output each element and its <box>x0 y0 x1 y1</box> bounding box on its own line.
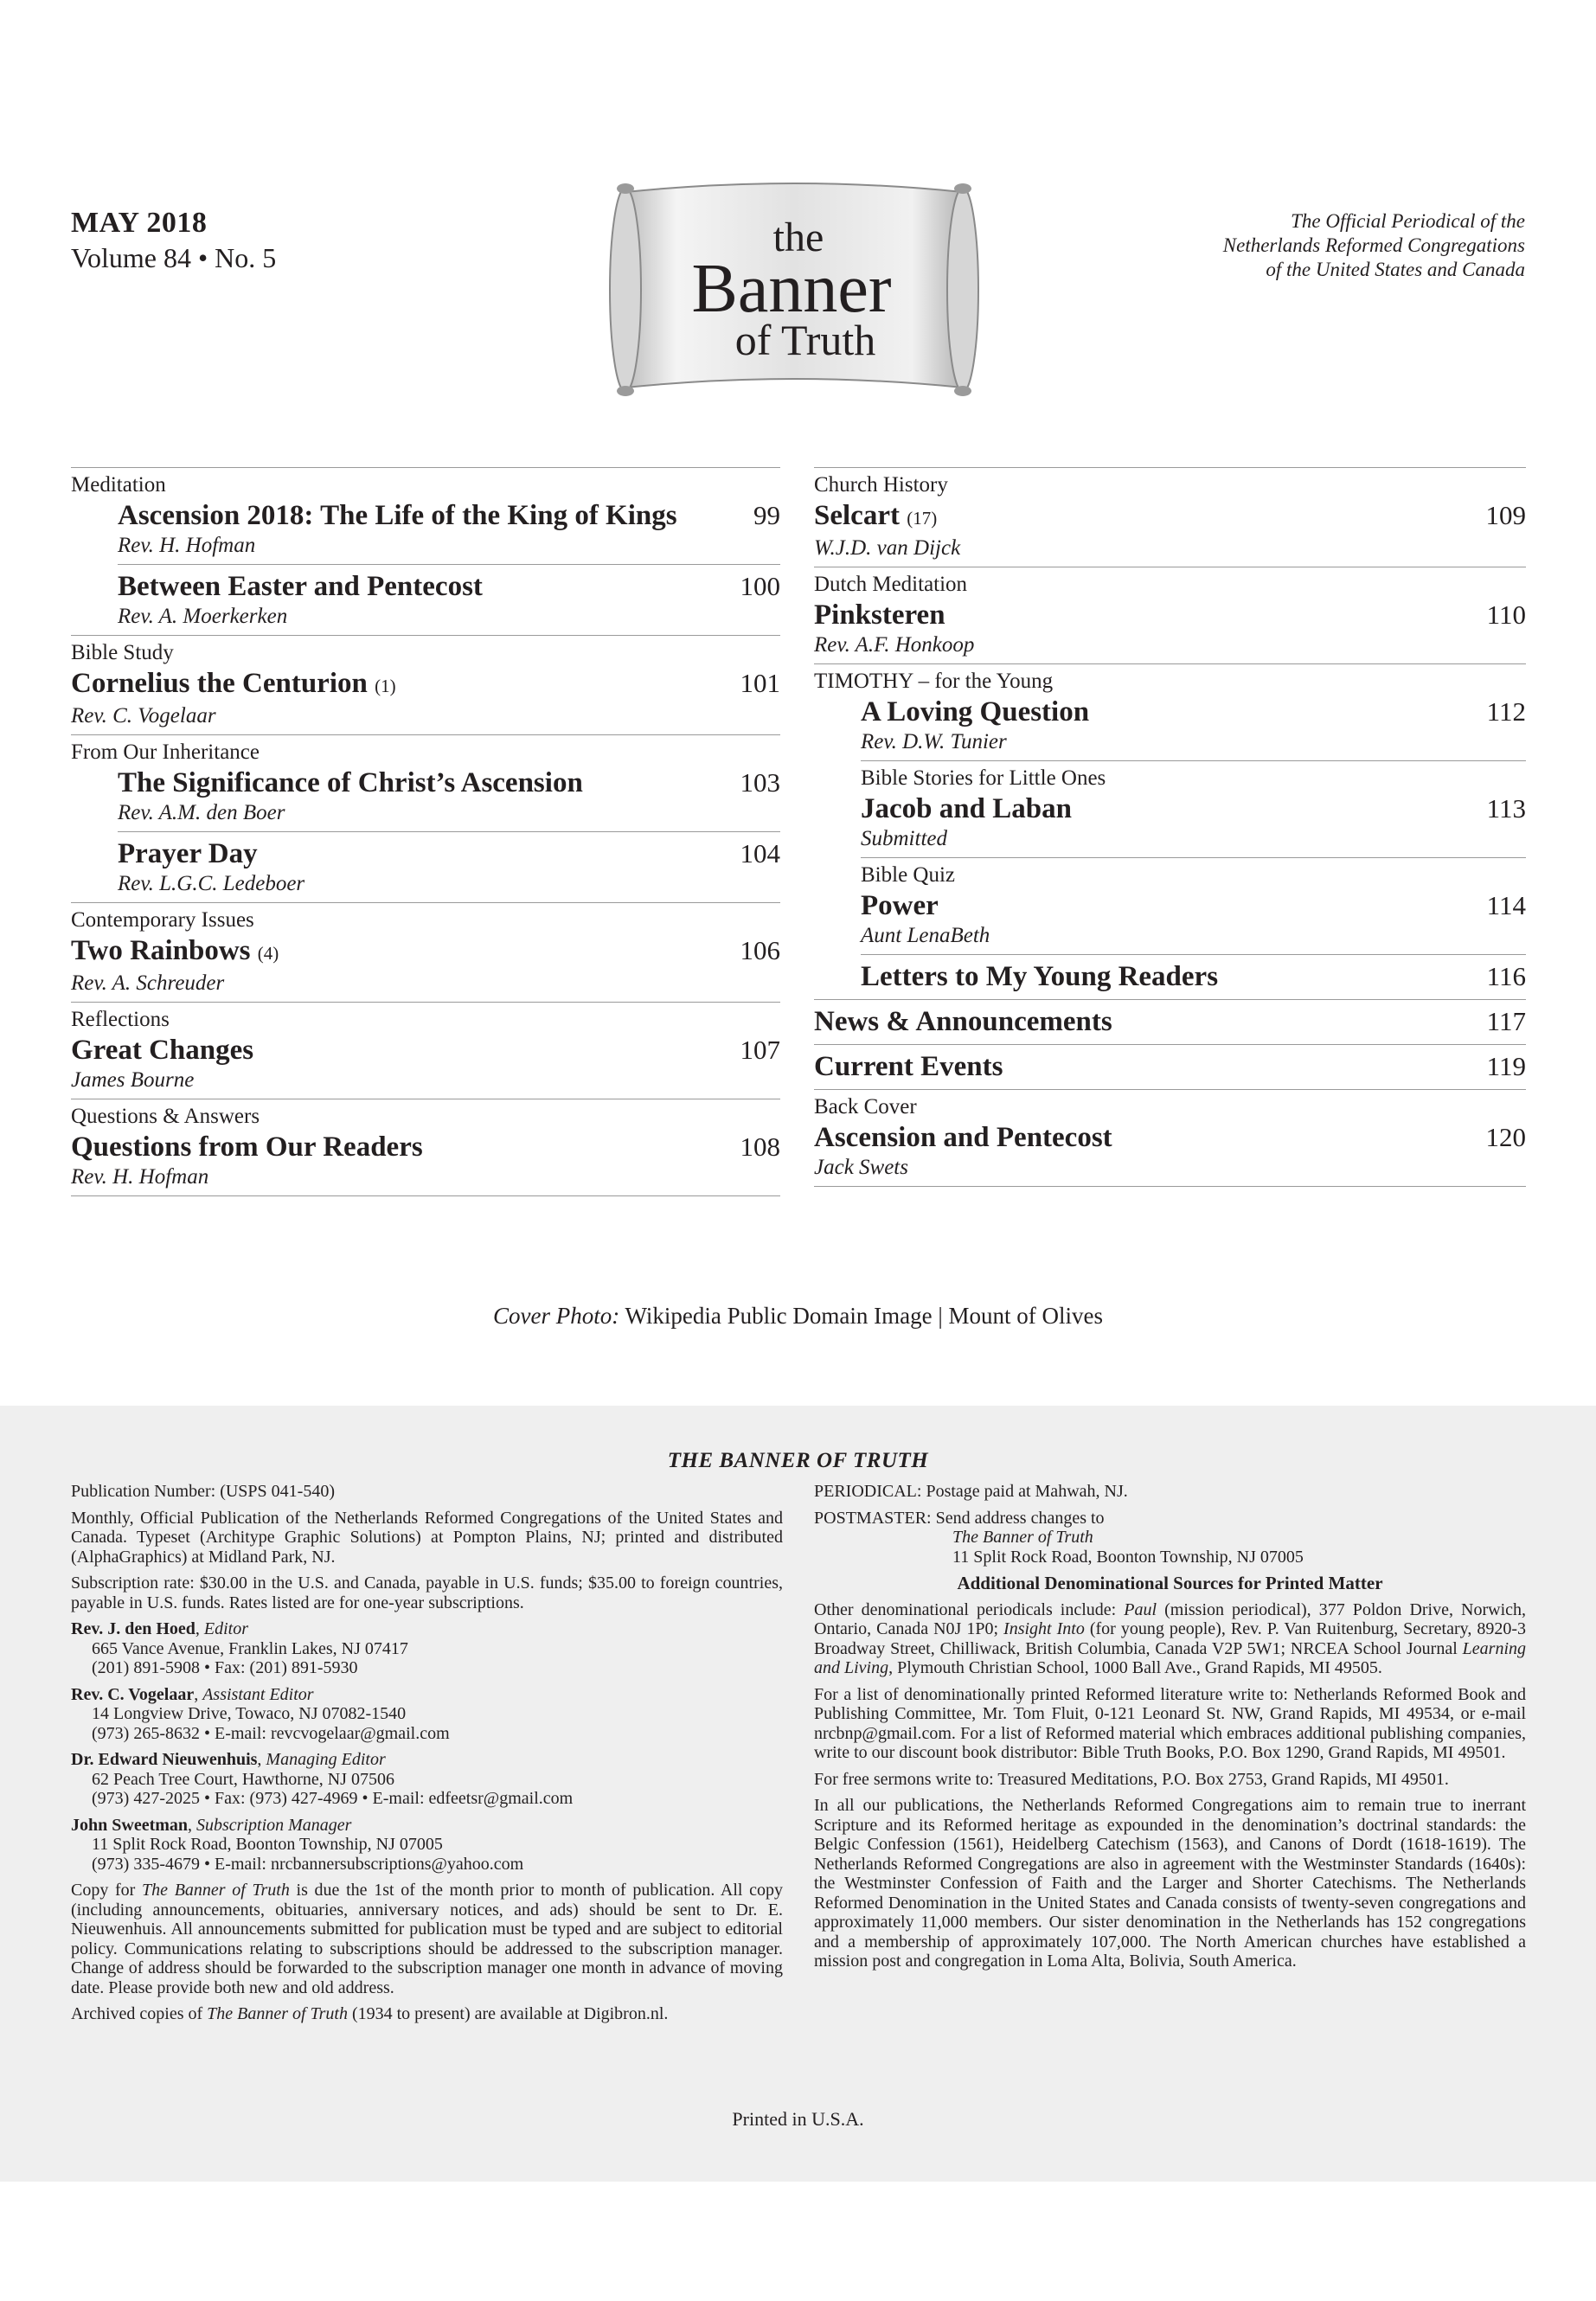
monthly-note: Monthly, Official Publication of the Netherlands Reformed Congregations of the United States and Canada. Typeset (Architype Graphic Solutions) at Pompton Plains, NJ; printed and distributed (AlphaGraphics) at Midland Park, NJ. <box>71 1508 783 1567</box>
periodical-postage: PERIODICAL: Postage paid at Mahwah, NJ. <box>814 1482 1128 1501</box>
toc-title: Jacob and Laban <box>861 793 1072 824</box>
contact-phone: (973) 427-2025 • Fax: (973) 427-4969 • E-mail: edfeetsr@gmail.com <box>92 1789 574 1808</box>
footer-right-column <box>814 1482 1526 1978</box>
contact-role: Assistant Editor <box>202 1684 314 1704</box>
contact-name: Rev. J. den Hoed <box>71 1619 195 1638</box>
toc-author: Rev. A. Schreuder <box>71 971 225 995</box>
toc-author: Rev. A.M. den Boer <box>118 801 285 824</box>
toc-entry[interactable] <box>71 1002 780 1099</box>
toc-author: Aunt LenaBeth <box>861 924 990 947</box>
sources-heading: Additional Denominational Sources for Printed Matter <box>957 1573 1383 1593</box>
toc-author: W.J.D. van Dijck <box>814 536 961 560</box>
toc-title: Current Events <box>814 1051 1003 1082</box>
toc-entry[interactable] <box>814 467 1526 567</box>
contact-address: 14 Longview Drive, Towaco, NJ 07082-1540 <box>92 1704 407 1723</box>
contact-name: Dr. Edward Nieuwenhuis <box>71 1750 258 1769</box>
toc-author: James Bourne <box>71 1068 195 1092</box>
cover-photo-credit <box>0 1303 1596 1330</box>
postmaster-name: The Banner of Truth <box>952 1528 1093 1547</box>
toc-section: Questions & Answers <box>71 1105 260 1128</box>
tagline-line: of the United States and Canada <box>1266 259 1525 280</box>
toc-entry[interactable] <box>118 564 780 635</box>
subscription-rate: Subscription rate: $30.00 in the U.S. and Canada, payable in U.S. funds; $35.00 to foreign countries, payable in U.S. funds. Rates listed are for one-year subscriptions. <box>71 1574 783 1612</box>
toc-left-column <box>71 467 780 1196</box>
toc-section: Church History <box>814 473 948 497</box>
contact-editor: Rev. J. den Hoed, Editor 665 Vance Avenue, Franklin Lakes, NJ 07417 (201) 891-5908 • Fax: (201) 891-5930 <box>71 1619 783 1678</box>
toc-author: Submitted <box>861 827 947 850</box>
toc-page: 109 <box>1485 500 1526 530</box>
toc-title: News & Announcements <box>814 1006 1112 1037</box>
archive-note: Archived copies of The Banner of Truth (1934 to present) are available at Digibron.nl. <box>71 2004 669 2023</box>
contact-name: Rev. C. Vogelaar <box>71 1684 195 1704</box>
toc-title: Questions from Our Readers <box>71 1131 423 1163</box>
toc-title: Ascension 2018: The Life of the King of Kings <box>118 500 677 531</box>
toc-page: 112 <box>1486 696 1526 727</box>
toc-page: 110 <box>1486 599 1526 630</box>
toc-author: Jack Swets <box>814 1156 908 1179</box>
publications-statement: In all our publications, the Netherlands Reformed Congregations aim to remain true to inerrant Scripture and its Reformed heritage as expounded in the denomination’s doctrinal standards: the Belgic Confession (1561), Heidelberg Catechism (1563), and Canons of Dordt (1618-1619). The Netherlands Reformed Congregations are also in agreement with the Westminster Standards (1640s): the Westminster Confession of Faith and the Larger and Shorter Catechisms. The Netherlands Reformed Denomination in the United States and Canada consists of twenty-seven congregations and approximately 11,000 members. Our sister denomination in the Netherlands has 152 congregations and a membership of approximately 107,000. The North American churches have established a mission post and congregation in Loma Alta, Bolivia, South America. <box>814 1796 1526 1971</box>
toc-page: 101 <box>740 668 780 698</box>
toc-section: Reflections <box>71 1008 170 1031</box>
toc-entry[interactable] <box>814 663 1526 760</box>
toc-entry[interactable] <box>71 635 780 734</box>
sermons-note: For free sermons write to: Treasured Meditations, P.O. Box 2753, Grand Rapids, MI 49501. <box>814 1769 1449 1789</box>
toc-entry[interactable] <box>814 1044 1526 1089</box>
toc-entry[interactable] <box>861 954 1526 999</box>
contact-address: 62 Peach Tree Court, Hawthorne, NJ 07506 <box>92 1769 394 1789</box>
cover-credit-label: Cover Photo: <box>493 1303 620 1329</box>
contact-name: John Sweetman <box>71 1815 189 1835</box>
issue-volume: Volume 84 • No. 5 <box>71 242 277 273</box>
toc-section: Bible Study <box>71 641 174 664</box>
footer-title: THE BANNER OF TRUTH <box>667 1449 929 1472</box>
toc-page: 107 <box>740 1035 780 1065</box>
contact-phone: (201) 891-5908 • Fax: (201) 891-5930 <box>92 1658 358 1677</box>
other-periodicals: Other denominational periodicals include: Paul (mission periodical), 377 Poldon Drive, Norwich, Ontario, Canada N0J 1P0; Insight Into (for young people), Rev. P. Van Ruitenburg, Secretary, 8920-3 Broadway Street, Chilliwack, British Columbia, Canada V2P 5W1; NRCEA School Journal Learning and Living, Plymouth Christian School, 1000 Ball Ave., Grand Rapids, MI 49505. <box>814 1599 1527 1677</box>
tagline-line: The Official Periodical of the <box>1291 210 1525 232</box>
contact-phone: (973) 265-8632 • E-mail: revcvogelaar@gmail.com <box>92 1723 450 1743</box>
toc-page: 120 <box>1485 1122 1526 1152</box>
toc-section: From Our Inheritance <box>71 740 260 764</box>
toc-title: Selcart <box>814 500 900 531</box>
contact-managing-editor: Dr. Edward Nieuwenhuis, Managing Editor 62 Peach Tree Court, Hawthorne, NJ 07506 (973) 427-2025 • Fax: (973) 427-4969 • E-mail: edfeetsr@gmail.com <box>71 1750 783 1809</box>
toc-page: 116 <box>1486 961 1526 991</box>
toc-title: Two Rainbows <box>71 935 251 966</box>
contact-role: Editor <box>203 1619 249 1638</box>
footer-left-column <box>71 1482 783 2031</box>
toc-author: Rev. L.G.C. Ledeboer <box>118 872 305 895</box>
banner-of-truth-logo <box>599 173 989 407</box>
issue-info <box>71 206 276 275</box>
publication-info-panel <box>0 1406 1596 2182</box>
toc-entry[interactable] <box>861 760 1526 857</box>
toc-entry[interactable] <box>814 567 1526 663</box>
contact-role: Subscription Manager <box>196 1815 352 1835</box>
toc-section: Dutch Meditation <box>814 573 968 596</box>
toc-part: (4) <box>257 943 279 964</box>
toc-section: Bible Stories for Little Ones <box>861 766 1106 790</box>
tagline-line: Netherlands Reformed Congregations <box>1222 234 1525 256</box>
toc-entry[interactable] <box>71 902 780 1002</box>
toc-author: Rev. A.F. Honkoop <box>814 633 975 657</box>
toc-author: Rev. A. Moerkerken <box>118 605 288 628</box>
toc-entry[interactable] <box>118 831 780 902</box>
toc-author: Rev. C. Vogelaar <box>71 704 216 727</box>
toc-part: (1) <box>375 676 396 696</box>
toc-author: Rev. D.W. Tunier <box>861 730 1007 753</box>
toc-section: Contemporary Issues <box>71 908 254 932</box>
copy-policy: Copy for The Banner of Truth is due the 1st of the month prior to month of publication. All copy (including announcements, obituaries, anniversary notices, and ads) should be sent to Dr. E. Nieuwenhuis. All announcements submitted for publication must be typed and are subject to editorial policy. Communications relating to subscriptions should be addressed to the subscription manager. Change of address should be forwarded to the subscription manager one month in advance of moving date. Please provide both new and old address. <box>71 1881 783 1997</box>
toc-title: Ascension and Pentecost <box>814 1122 1112 1153</box>
toc-entry[interactable] <box>814 999 1526 1044</box>
toc-title: Prayer Day <box>118 838 258 869</box>
toc-section: TIMOTHY – for the Young <box>814 670 1054 693</box>
issue-month: MAY 2018 <box>71 207 208 239</box>
toc-page: 100 <box>740 571 780 601</box>
toc-page: 99 <box>753 500 780 530</box>
toc-title: Pinksteren <box>814 599 945 631</box>
toc-page: 114 <box>1486 890 1526 920</box>
contact-role: Managing Editor <box>266 1750 386 1769</box>
toc-title: Letters to My Young Readers <box>861 961 1219 992</box>
toc-part: (17) <box>907 508 938 529</box>
toc-title: The Significance of Christ’s Ascension <box>118 767 583 798</box>
literature-note: For a list of denominationally printed Reformed literature write to: Netherlands Reformed Book and Publishing Committee, Mr. Tom Fluit, 0-121 Leonard St. NW, Grand Rapids, MI 49534, or e-mail nrcbnp@gmail.com. For a list of Reformed material which embraces additional publishing companies, write to our discount book distributor: Bible Truth Books, P.O. Box 1290, Grand Rapids, MI 49501. <box>814 1684 1526 1762</box>
postmaster-address: 11 Split Rock Road, Boonton Township, NJ 07005 <box>952 1547 1304 1567</box>
toc-section: Meditation <box>71 473 166 497</box>
toc-title: Power <box>861 890 939 921</box>
toc-entry[interactable] <box>814 1089 1526 1187</box>
contact-assistant-editor: Rev. C. Vogelaar, Assistant Editor 14 Longview Drive, Towaco, NJ 07082-1540 (973) 265-8632 • E-mail: revcvogelaar@gmail.com <box>71 1685 783 1744</box>
toc-page: 117 <box>1486 1006 1526 1036</box>
toc-page: 108 <box>740 1131 780 1162</box>
toc-right-column <box>814 467 1526 1187</box>
toc-page: 104 <box>740 838 780 868</box>
toc-author: Rev. H. Hofman <box>71 1165 209 1189</box>
toc-entry[interactable] <box>861 857 1526 954</box>
contact-address: 665 Vance Avenue, Franklin Lakes, NJ 07417 <box>92 1638 408 1658</box>
toc-title: A Loving Question <box>861 696 1090 727</box>
toc-page: 103 <box>740 767 780 798</box>
logo-of-truth: of Truth <box>734 316 876 364</box>
toc-title: Great Changes <box>71 1035 254 1066</box>
cover-credit-text: Wikipedia Public Domain Image | Mount of Olives <box>625 1303 1103 1329</box>
toc-page: 113 <box>1486 793 1526 824</box>
contact-subscription-manager: John Sweetman, Subscription Manager 11 Split Rock Road, Boonton Township, NJ 07005 (973) 335-4679 • E-mail: nrcbannersubscriptions@yahoo.com <box>71 1816 783 1875</box>
postmaster-block <box>814 1509 1526 1567</box>
toc-section: Bible Quiz <box>861 863 956 887</box>
tagline <box>1075 209 1525 282</box>
contact-address: 11 Split Rock Road, Boonton Township, NJ 07005 <box>92 1835 443 1854</box>
contact-phone: (973) 335-4679 • E-mail: nrcbannersubscriptions@yahoo.com <box>92 1854 524 1874</box>
printed-in: Printed in U.S.A. <box>732 2108 864 2130</box>
toc-entry[interactable] <box>71 734 780 831</box>
publication-number: Publication Number: (USPS 041-540) <box>71 1482 335 1501</box>
toc-title: Cornelius the Centurion <box>71 668 368 699</box>
toc-page: 119 <box>1486 1051 1526 1081</box>
toc-entry[interactable] <box>71 467 780 564</box>
toc-author: Rev. H. Hofman <box>118 534 256 557</box>
toc-entry[interactable] <box>71 1099 780 1196</box>
logo-banner: Banner <box>691 251 892 327</box>
toc-page: 106 <box>740 935 780 965</box>
toc-section: Back Cover <box>814 1095 917 1118</box>
postmaster-line: POSTMASTER: Send address changes to <box>814 1508 1105 1528</box>
toc-title: Between Easter and Pentecost <box>118 571 483 602</box>
logo-the: the <box>772 215 824 260</box>
